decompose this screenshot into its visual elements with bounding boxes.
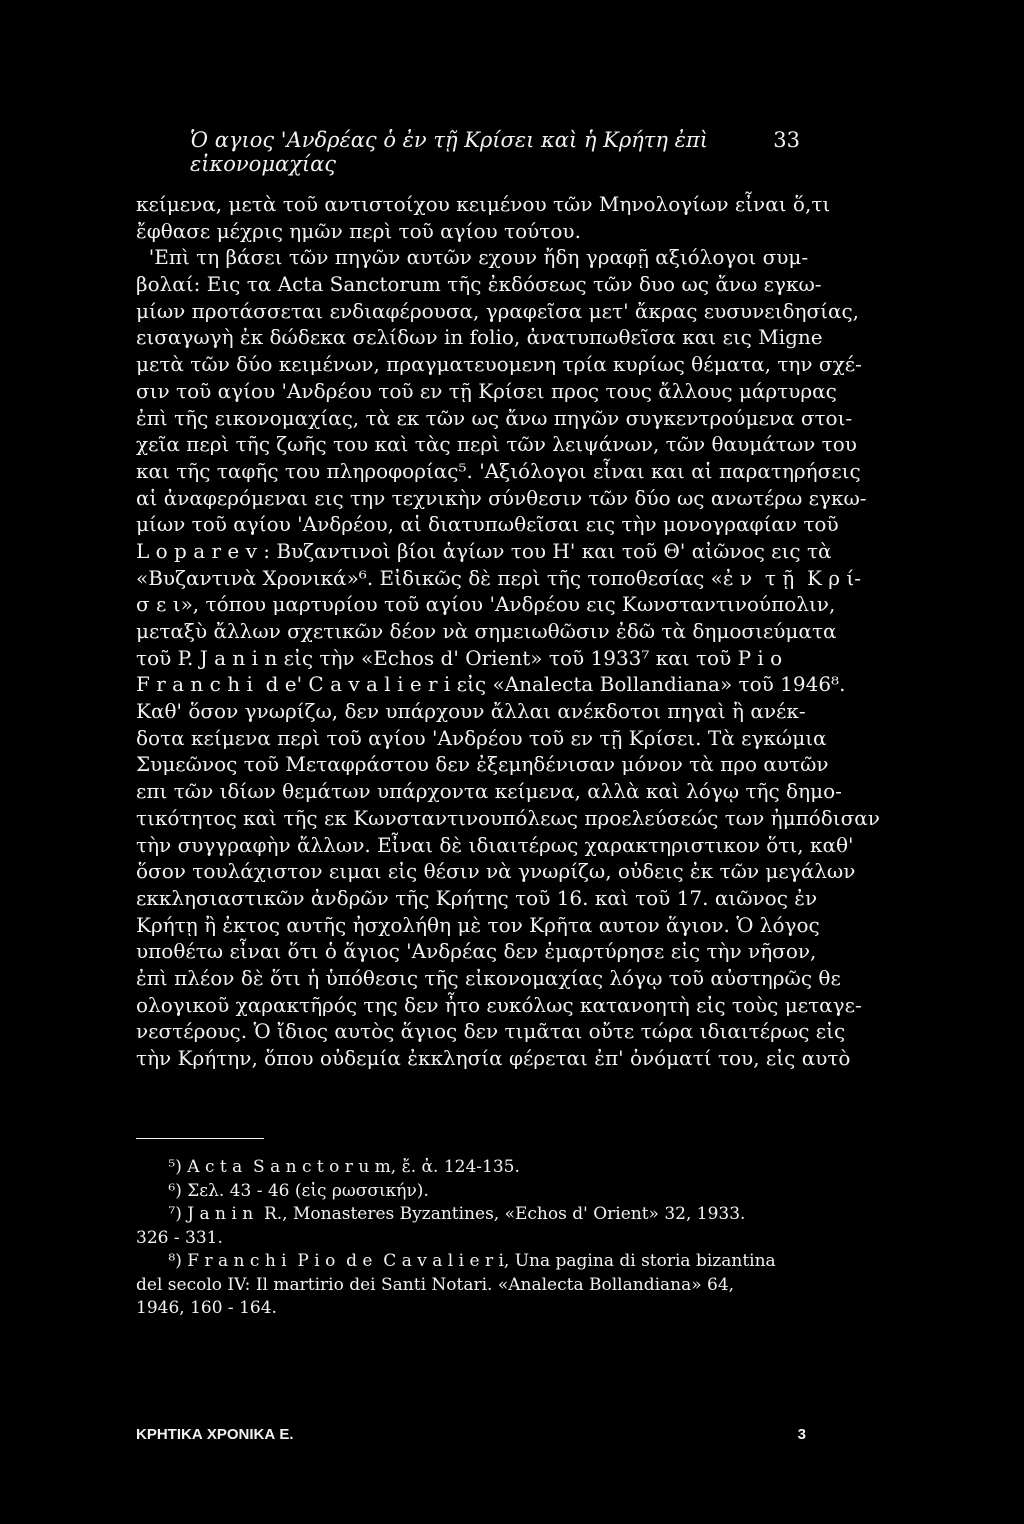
text-line: βολαί: Εις τα Acta Sanctorum τῆς ἐκδόσεως τῶν δυο ως ἄνω εγκω- <box>136 272 822 297</box>
text-line: αἱ ἀναφερόμεναι εις την τεχνικὴν σύνθεσιν τῶν δύο ως ανωτέρω εγκω- <box>136 485 867 510</box>
body-text <box>136 191 880 1072</box>
running-title: Ὁ αγιος 'Ανδρέας ὁ ἐν τῇ Κρίσει καὶ ἡ Κρήτη ἐπὶ εἰκονομαχίας <box>190 128 708 176</box>
footnote-line: ⁶) Σελ. 43 - 46 (εἰς ρωσσικήν). <box>136 1180 429 1201</box>
text-line: δοτα κείμενα περὶ τοῦ αγίου 'Ανδρέου τοῦ εν τῇ Κρίσει. Τὰ εγκώμια <box>136 725 827 750</box>
footnote-rule <box>136 1138 264 1139</box>
footnote-line: ⁸) F r a n c h i P i o d e C a v a l i e r i, Una pagina di storia bizantina <box>136 1251 776 1271</box>
footnote-line: 326 - 331. <box>136 1227 223 1248</box>
footnote-line: 1946, 160 - 164. <box>136 1298 277 1318</box>
text-line: ἐπὶ τῆς εικονομαχίας, τὰ εκ τῶν ως ἄνω πηγῶν συγκεντρούμενα στοι- <box>136 405 853 430</box>
text-line: 'Επὶ τη βάσει τῶν πηγῶν αυτῶν εχουν ἤδη γραφῇ αξιόλογοι συμ- <box>136 245 809 270</box>
text-line: τὴν συγγραφὴν ἄλλων. Εἶναι δὲ ιδιαιτέρως χαρακτηριστικον ὅτι, καθ' <box>136 832 854 857</box>
text-line: κείμενα, μετὰ τοῦ αντιστοίχου κειμένου τῶν Μηνολογίων εἶναι ὅ,τι <box>136 192 831 216</box>
text-line: χεῖα περὶ τῆς ζωῆς του καὶ τὰς περὶ τῶν λειψάνων, τῶν θαυμάτων του <box>136 432 857 457</box>
footnote-line: del secolo IV: Il martirio dei Santi Notari. «Analecta Bollandiana» 64, <box>136 1274 735 1295</box>
text-line: ὅσον τουλάχιστον ειμαι εἰς θέσιν νὰ γνωρίζω, οὐδεις ἐκ τῶν μεγάλων <box>136 859 856 884</box>
text-line: L o p a r e v : Βυζαντινοὶ βίοι ἁγίων του Η' και τοῦ Θ' αἰῶνος εις τὰ <box>136 538 832 563</box>
text-line: ολογικοῦ χαρακτῆρός της δεν ἦτο ευκόλως κατανοητὴ εἰς τοὺς μεταγε- <box>136 992 862 1017</box>
text-line: τοῦ P. J a n i n εἰς τὴν «Echos d' Orient» τοῦ 1933⁷ και τοῦ P i o <box>136 645 783 670</box>
text-line: εκκλησιαστικῶν ἀνδρῶν τῆς Κρήτης τοῦ 16. καὶ τοῦ 17. αιῶνος ἐν <box>136 885 818 910</box>
text-line: Συμεῶνος τοῦ Μεταφράστου δεν ἐξεμηδένισαν μόνον τὰ προ αυτῶν <box>136 752 829 777</box>
text-line: μετὰ τῶν δύο κειμένων, πραγματευομενη τρία κυρίως θέματα, την σχέ- <box>136 352 862 377</box>
sheet-mark: 3 <box>797 1426 806 1443</box>
footnote-line: ⁵) A c t a S a n c t o r u m, ἔ. ἀ. 124-135. <box>136 1157 520 1177</box>
page-number: 33 <box>773 128 800 152</box>
text-line: ἔφθασε μέχρις ημῶν περὶ τοῦ αγίου τούτου. <box>136 218 581 243</box>
text-line: επι τῶν ιδίων θεμάτων υπάρχοντα κείμενα, αλλὰ καὶ λόγῳ τῆς δημο- <box>136 779 842 804</box>
text-line: ἐπὶ πλέον δὲ ὅτι ἡ ὑπόθεσις τῆς εἰκονομαχίας λόγῳ τοῦ αὐστηρῶς θε <box>136 965 841 990</box>
text-line: υποθέτω εἶναι ὅτι ὁ ἅγιος 'Ανδρέας δεν ἐμαρτύρησε εἰς τὴν νῆσον, <box>136 939 817 964</box>
text-line: F r a n c h i d e' C a v a l i e r i εἰς «Analecta Bollandiana» τοῦ 1946⁸. <box>136 672 846 697</box>
text-line: σιν τοῦ αγίου 'Ανδρέου τοῦ εν τῇ Κρίσει προς τους ἄλλους μάρτυρας <box>136 378 837 403</box>
text-line: μεταξὺ ἄλλων σχετικῶν δέον νὰ σημειωθῶσιν ἐδῶ τὰ δημοσιεύματα <box>136 619 837 643</box>
text-line: εισαγωγὴ ἐκ δώδεκα σελίδων in folio, ἀνατυπωθεῖσα και εις Migne <box>136 325 823 350</box>
text-line: μίων προτάσσεται ενδιαφέρουσα, γραφεῖσα μετ' ἄκρας ευσυνειδησίας, <box>136 298 860 323</box>
running-header <box>190 128 800 176</box>
page-footer <box>136 1426 806 1443</box>
text-line: μίων τοῦ αγίου 'Ανδρέου, αἱ διατυπωθεῖσαι εις τὴν μονογραφίαν τοῦ <box>136 512 839 537</box>
text-line: Κρήτῃ ἢ ἐκτος αυτῆς ἠσχολήθη μὲ τον Κρῆτα αυτον ἅγιον. Ὁ λόγος <box>136 912 820 937</box>
text-line: τικότητος καὶ τῆς εκ Κωνσταντινουπόλεως προελεύσεώς των ἠμπόδισαν <box>136 805 880 830</box>
text-line: τὴν Κρήτην, ὅπου οὐδεμία ἐκκλησία φέρεται ἐπ' ὀνόματί του, εἰς αυτὸ <box>136 1046 851 1070</box>
footnotes <box>136 1156 806 1321</box>
text-line: νεστέρους. Ὁ ἴδιος αυτὸς ἅγιος δεν τιμᾶται οὔτε τώρα ιδιαιτέρως εἰς <box>136 1019 846 1044</box>
signature-line: ΚΡΗΤΙΚΑ ΧΡΟΝΙΚΑ Ε. <box>136 1426 294 1443</box>
text-line: σ ε ι», τόπου μαρτυρίου τοῦ αγίου 'Ανδρέου εις Κωνσταντινούπολιν, <box>136 592 836 617</box>
text-line: Καθ' ὅσον γνωρίζω, δεν υπάρχουν ἄλλαι ανέκδοτοι πηγαὶ ἢ ανέκ- <box>136 699 806 724</box>
footnote-line: ⁷) J a n i n R., Monasteres Byzantines, «Echos d' Orient» 32, 1933. <box>136 1204 746 1224</box>
text-line: «Βυζαντινὰ Χρονικά»⁶. Εἰδικῶς δὲ περὶ τῆς τοποθεσίας «ἐ ν τ ῇ Κ ρ ί- <box>136 565 862 590</box>
text-line: και τῆς ταφῆς του πληροφορίας⁵. 'Αξιόλογοι εἶναι και αἱ παρατηρήσεις <box>136 458 861 483</box>
